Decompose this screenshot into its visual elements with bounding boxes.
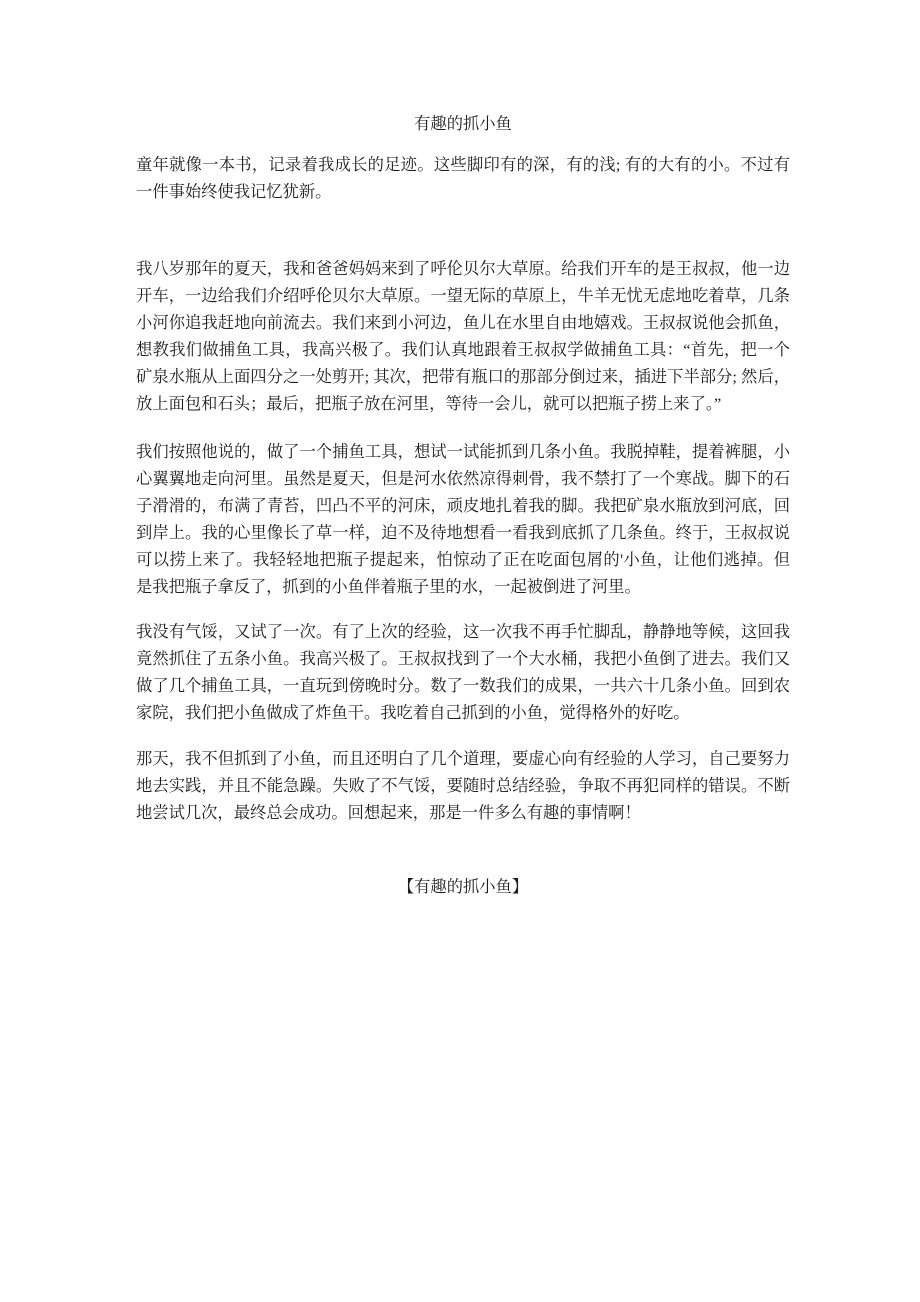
- paragraph-lessons: 那天，我不但抓到了小鱼，而且还明白了几个道理，要虚心向有经验的人学习，自己要努力地去实践，并且不能急躁。失败了不气馁，要随时总结经验，争取不再犯同样的错误。不断地尝试几次，最终总会成功。回想起来，那是一件多么有趣的事情啊！: [136, 749, 790, 822]
- paragraph-intro: 童年就像一本书，记录着我成长的足迹。这些脚印有的深，有的浅; 有的大有的小。不过有一件事始终使我记忆犹新。: [136, 155, 790, 201]
- paragraph-first-attempt: 我们按照他说的，做了一个捕鱼工具，想试一试能抓到几条小鱼。我脱掉鞋，提着裤腿，小心翼翼地走向河里。虽然是夏天，但是河水依然凉得刺骨，我不禁打了一个寒战。脚下的石子滑滑的，布满了青苔，凹凸不平的河床，顽皮地扎着我的脚。我把矿泉水瓶放到河底，回到岸上。我的心里像长了草一样，迫不及待地想看一看我到底抓了几条鱼。终于，王叔叔说可以捞上来了。我轻轻地把瓶子提起来，怕惊动了正在吃面包屑的'小鱼，让他们逃掉。但是我把瓶子拿反了，抓到的小鱼伴着瓶子里的水，一起被倒进了河里。: [136, 442, 790, 596]
- paragraph-second-attempt: 我没有气馁，又试了一次。有了上次的经验，这一次我不再手忙脚乱，静静地等候，这回我竟然抓住了五条小鱼。我高兴极了。王叔叔找到了一个大水桶，我把小鱼倒了进去。我们又做了几个捕鱼工具，一直玩到傍晚时分。数了一数我们的成果，一共六十几条小鱼。回到农家院，我们把小鱼做成了炸鱼干。我吃着自己抓到的小鱼，觉得格外的好吃。: [136, 622, 790, 722]
- paragraph-grassland-trip: 我八岁那年的夏天，我和爸爸妈妈来到了呼伦贝尔大草原。给我们开车的是王叔叔，他一边开车，一边给我们介绍呼伦贝尔大草原。一望无际的草原上，牛羊无忧无虑地吃着草，几条小河你追我赶地向前流去。我们来到小河边，鱼儿在水里自由地嬉戏。王叔叔说他会抓鱼，想教我们做捕鱼工具，我高兴极了。我们认真地跟着王叔叔学做捕鱼工具：“首先，把一个矿泉水瓶从上面四分之一处剪开; 其次，把带有瓶口的那部分倒过来，插进下半部分; 然后，放上面包和石头；最后，把瓶子放在河里，等待一会儿，就可以把瓶子捞上来了。”: [136, 259, 790, 413]
- document-title: 有趣的抓小鱼: [414, 114, 512, 133]
- document-footer: 【有趣的抓小鱼】: [397, 877, 529, 896]
